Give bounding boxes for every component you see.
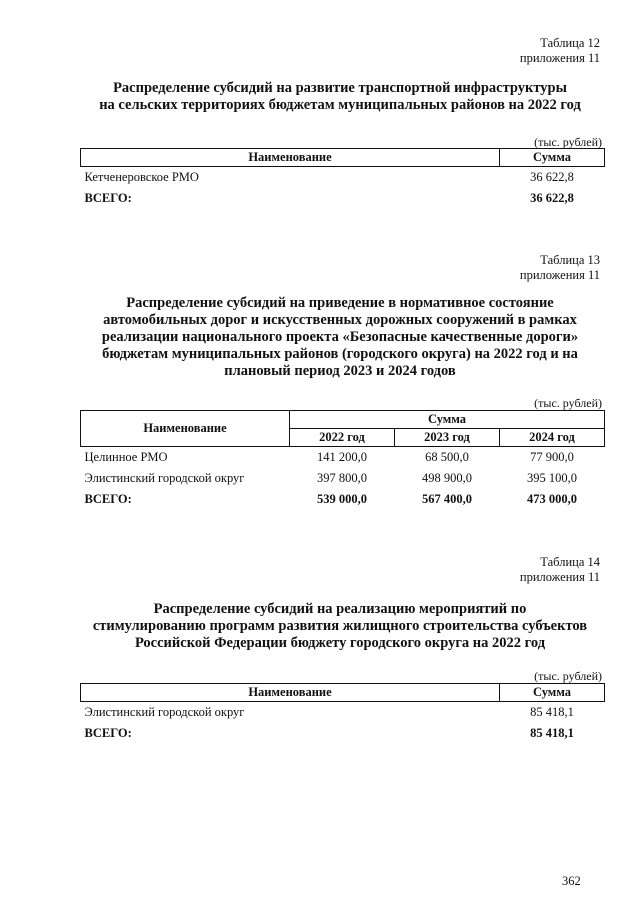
table12 xyxy=(80,148,605,209)
table13-col-name: Наименование xyxy=(81,411,290,447)
page-number: 362 xyxy=(562,874,581,888)
table12-title-line: Распределение субсидий на развитие транспортной инфраструктуры xyxy=(113,80,567,96)
table14-caption xyxy=(520,555,600,585)
table13-year-2022: 2022 год xyxy=(290,429,395,447)
table12-total-label: ВСЕГО: xyxy=(84,191,132,205)
table14-total-row xyxy=(81,723,605,744)
table13-title-line: плановый период 2023 и 2024 годов xyxy=(224,363,456,379)
table13-total-cell: 539 000,0 xyxy=(317,492,367,506)
table14-title-line: Российской Федерации бюджету городского округа на 2022 год xyxy=(134,635,546,651)
table13-title xyxy=(60,295,620,380)
table13-total-cell: 567 400,0 xyxy=(422,492,472,506)
table12-row-name: Кетченеровское РМО xyxy=(84,170,199,184)
table13-caption xyxy=(520,253,600,283)
table12-total-sum: 36 622,8 xyxy=(530,191,574,205)
table13-title-line: реализации национального проекта «Безопасные качественные дороги» xyxy=(101,329,579,345)
table13-total-row xyxy=(81,489,605,510)
table12-row-sum: 36 622,8 xyxy=(530,170,574,184)
table12-caption-number: Таблица 12 xyxy=(540,36,600,50)
table13-cell: 77 900,0 xyxy=(530,450,574,464)
table12-col-name: Наименование xyxy=(81,149,500,167)
table14-title-line: Распределение субсидий на реализацию мероприятий по xyxy=(153,601,527,617)
table14-title xyxy=(60,601,620,652)
table12-title-line: на сельских территориях бюджетам муниципальных районов на 2022 год xyxy=(99,97,581,113)
table14-caption-number: Таблица 14 xyxy=(540,555,600,569)
table14-col-sum: Сумма xyxy=(500,684,605,702)
table14-title-line: стимулированию программ развития жилищного строительства субъектов xyxy=(92,618,588,634)
table14 xyxy=(80,683,605,744)
table13-year-2024: 2024 год xyxy=(500,429,605,447)
table14-caption-appendix: приложения 11 xyxy=(519,570,600,584)
table13 xyxy=(80,410,605,510)
table14-header-row xyxy=(81,684,605,702)
table14-units: (тыс. рублей) xyxy=(534,669,602,683)
table12-title xyxy=(60,80,620,114)
table12-caption xyxy=(520,36,600,66)
table13-caption-appendix: приложения 11 xyxy=(519,268,600,282)
table13-title-line: бюджетам муниципальных районов (городского округа) на 2022 год и на xyxy=(102,346,578,362)
table13-year-2023: 2023 год xyxy=(395,429,500,447)
table13-cell: 68 500,0 xyxy=(425,450,469,464)
table13-cell: 395 100,0 xyxy=(527,471,577,485)
table13-total-label: ВСЕГО: xyxy=(84,492,132,506)
table12-units: (тыс. рублей) xyxy=(534,135,602,149)
table14-row-sum: 85 418,1 xyxy=(530,705,574,719)
table13-row-name: Целинное РМО xyxy=(84,450,168,464)
table13-cell: 141 200,0 xyxy=(317,450,367,464)
table13-row-name: Элистинский городской округ xyxy=(84,471,245,485)
table12-header-row xyxy=(81,149,605,167)
table14-row-name: Элистинский городской округ xyxy=(84,705,245,719)
table13-units: (тыс. рублей) xyxy=(534,396,602,410)
table12-col-sum: Сумма xyxy=(500,149,605,167)
table-row xyxy=(81,167,605,189)
table-row xyxy=(81,702,605,724)
table-row xyxy=(81,468,605,489)
table13-col-sum: Сумма xyxy=(290,411,605,429)
table13-cell: 498 900,0 xyxy=(422,471,472,485)
table14-total-sum: 85 418,1 xyxy=(530,726,574,740)
table13-header-row xyxy=(81,411,605,429)
table13-caption-number: Таблица 13 xyxy=(540,253,600,267)
table12-caption-appendix: приложения 11 xyxy=(519,51,600,65)
table12-total-row xyxy=(81,188,605,209)
table13-title-line: Распределение субсидий на приведение в нормативное состояние xyxy=(126,295,554,311)
table13-cell: 397 800,0 xyxy=(317,471,367,485)
table14-col-name: Наименование xyxy=(81,684,500,702)
table13-total-cell: 473 000,0 xyxy=(527,492,577,506)
table13-title-line: автомобильных дорог и искусственных дорожных сооружений в рамках xyxy=(103,312,577,328)
table14-total-label: ВСЕГО: xyxy=(84,726,132,740)
table-row xyxy=(81,447,605,469)
